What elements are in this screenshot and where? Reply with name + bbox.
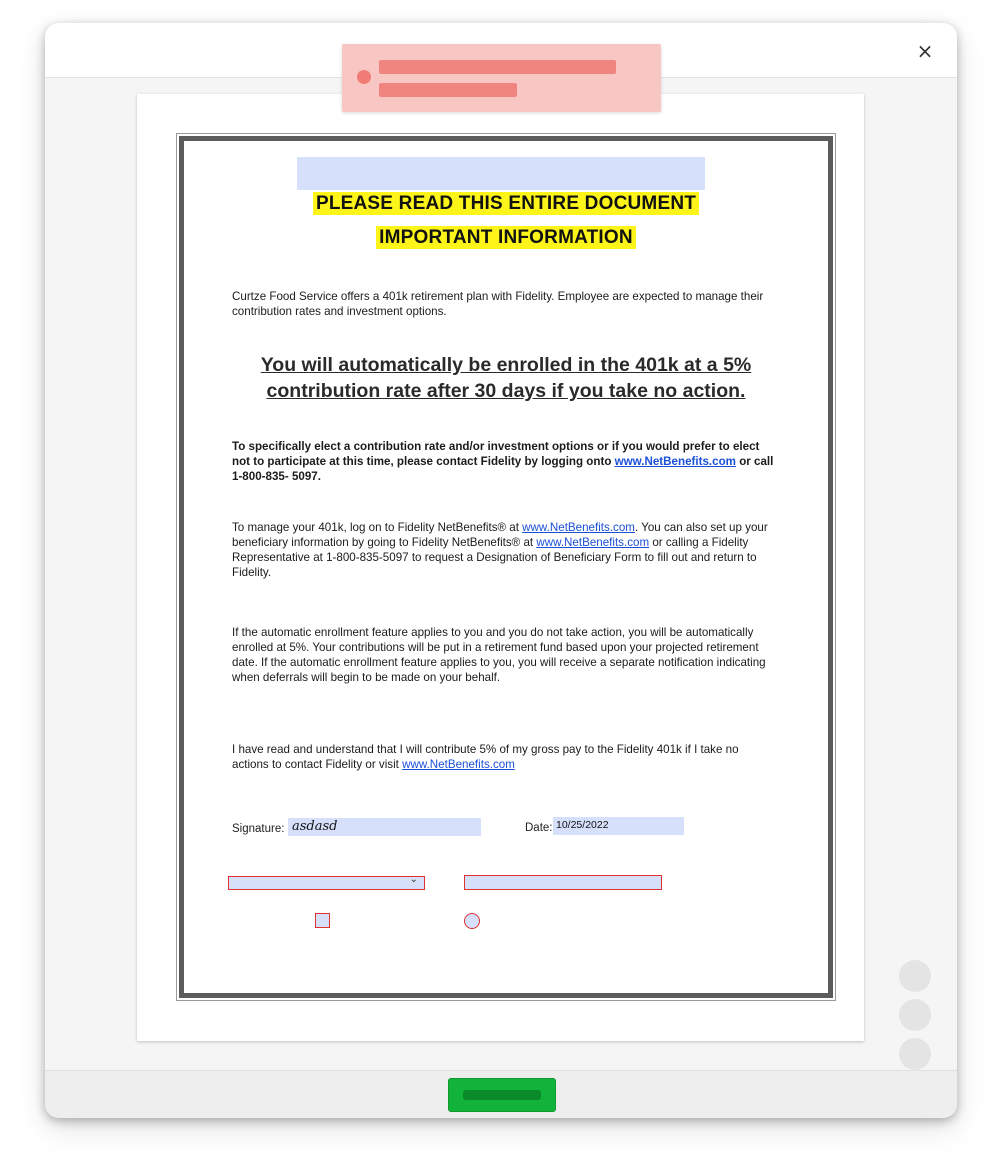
signature-label: Signature: <box>232 823 285 835</box>
dialog-footer <box>45 1070 957 1118</box>
document-viewer[interactable] <box>45 78 957 1070</box>
toast-text-placeholder <box>379 83 517 97</box>
enrollment-notice: You will automatically be enrolled in the 401k at a 5% contribution rate after 30 days if you take no action. <box>260 354 752 402</box>
employee-name-field[interactable] <box>297 157 705 190</box>
primary-action-button[interactable] <box>448 1078 556 1112</box>
checkbox-field[interactable] <box>315 913 330 928</box>
button-label-placeholder <box>463 1090 541 1100</box>
date-field[interactable]: 10/25/2022 <box>553 817 684 835</box>
netbenefits-link[interactable]: www.NetBenefits.com <box>522 521 635 534</box>
auto-enroll-paragraph: If the automatic enrollment feature applies to you and you do not take action, you will be automatically enrolled at 5%. Your contributions will be put in a retirement fund based upon your projected retirement date. If the automatic enrollment feature applies to you, you will receive a separate notification indicating when deferrals will begin to be made on your behalf. <box>232 626 766 684</box>
date-label: Date: <box>525 822 553 834</box>
tool-button[interactable] <box>899 1038 931 1070</box>
netbenefits-link[interactable]: www.NetBenefits.com <box>536 536 650 549</box>
netbenefits-link[interactable]: www.NetBenefits.com <box>614 455 736 468</box>
tool-button[interactable] <box>899 999 931 1031</box>
radio-field[interactable] <box>464 913 480 929</box>
close-icon[interactable]: × <box>916 39 934 63</box>
toast-text-placeholder <box>379 60 616 74</box>
manage-paragraph: To manage your 401k, log on to Fidelity NetBenefits® at www.NetBenefits.com. You can also set up your beneficiary information by going to Fidelity NetBenefits® at www.NetBenefits.com or calling a Fidelity Representative at 1-800-835-5097 to request a Designation of Beneficiary Form to fill out and return to Fidelity. <box>232 521 768 579</box>
dropdown-field[interactable] <box>228 876 425 890</box>
document-page <box>137 94 864 1041</box>
elect-paragraph: To specifically elect a contribution rate and/or investment options or if you would prefer to elect not to participate at this time, please contact Fidelity by logging onto www.NetBenefits.com or call 1-800-835- 5097. <box>232 440 774 483</box>
document-border <box>179 136 833 998</box>
intro-paragraph: Curtze Food Service offers a 401k retirement plan with Fidelity. Employee are expected to manage their contribution rates and investment options. <box>232 290 764 318</box>
chevron-down-icon: ⌄ <box>409 874 418 885</box>
document-signing-dialog <box>45 23 957 1118</box>
netbenefits-link[interactable]: www.NetBenefits.com <box>402 758 515 771</box>
error-toast <box>342 44 661 112</box>
signature-field[interactable]: asdasd <box>288 818 481 836</box>
document-subtitle: IMPORTANT INFORMATION <box>184 227 828 249</box>
alert-icon <box>357 70 371 84</box>
document-title: PLEASE READ THIS ENTIRE DOCUMENT <box>184 193 828 215</box>
tool-button[interactable] <box>899 960 931 992</box>
acknowledgement-paragraph: I have read and understand that I will contribute 5% of my gross pay to the Fidelity 401k if I take no actions to contact Fidelity or visit www.NetBenefits.com <box>232 743 739 771</box>
required-text-field[interactable] <box>464 875 662 890</box>
